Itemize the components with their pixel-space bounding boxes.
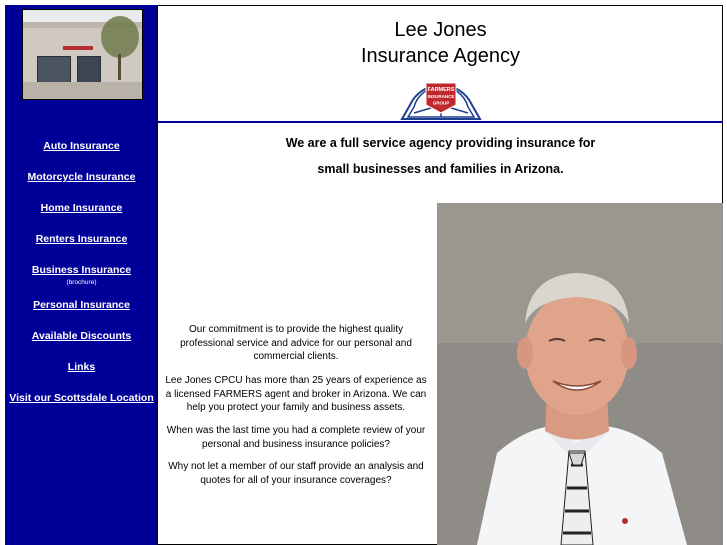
svg-text:GROUP: GROUP xyxy=(432,100,450,106)
nav-link-scottsdale-location[interactable]: Visit our Scottsdale Location xyxy=(9,392,154,404)
experience-paragraph: Lee Jones CPCU has more than 25 years of experience as a licensed FARMERS agent and broker in Arizona. We can help you protect your family and business assets. xyxy=(165,375,427,413)
nav-link-personal-insurance[interactable]: Personal Insurance xyxy=(33,299,130,311)
intro-line2: small businesses and families in Arizona. xyxy=(317,162,564,176)
sidebar-item-scottsdale xyxy=(5,388,158,406)
office-photo xyxy=(22,9,143,100)
analysis-paragraph: Why not let a member of our staff provide an analysis and quotes for all of your insurance coverages? xyxy=(168,461,424,486)
sidebar xyxy=(5,5,158,545)
page-title-line1: Lee Jones xyxy=(394,19,487,41)
sidebar-item-renters xyxy=(5,229,158,247)
sidebar-item-auto xyxy=(5,136,158,154)
nav-link-auto-insurance[interactable]: Auto Insurance xyxy=(43,140,120,152)
nav-link-home-insurance[interactable]: Home Insurance xyxy=(40,202,123,214)
nav-link-business-insurance[interactable]: Business Insurance xyxy=(31,264,132,276)
farmers-logo xyxy=(400,75,482,121)
page-title-line2: Insurance Agency xyxy=(361,45,520,67)
intro-line1: We are a full service agency providing insurance for xyxy=(285,136,596,150)
review-paragraph: When was the last time you had a complete review of your personal and business insurance policies? xyxy=(166,425,426,450)
nav-link-renters-insurance[interactable]: Renters Insurance xyxy=(35,233,128,245)
sidebar-item-business xyxy=(5,260,158,286)
sidebar-item-links xyxy=(5,357,158,375)
sidebar-item-discounts xyxy=(5,326,158,344)
sidebar-item-motorcycle xyxy=(5,167,158,185)
commitment-paragraph: Our commitment is to provide the highest quality professional service and advice for our personal and commercial clients. xyxy=(180,324,412,362)
nav-link-available-discounts[interactable]: Available Discounts xyxy=(31,330,132,342)
svg-text:FARMERS: FARMERS xyxy=(427,87,455,93)
header xyxy=(158,5,723,123)
agent-portrait xyxy=(437,203,723,545)
sidebar-item-personal xyxy=(5,295,158,313)
nav-link-motorcycle-insurance[interactable]: Motorcycle Insurance xyxy=(27,171,136,183)
brochure-sublabel[interactable]: (brochure) xyxy=(66,279,97,286)
nav-link-links[interactable]: Links xyxy=(67,361,96,373)
sidebar-item-home xyxy=(5,198,158,216)
svg-text:INSURANCE: INSURANCE xyxy=(427,94,455,99)
